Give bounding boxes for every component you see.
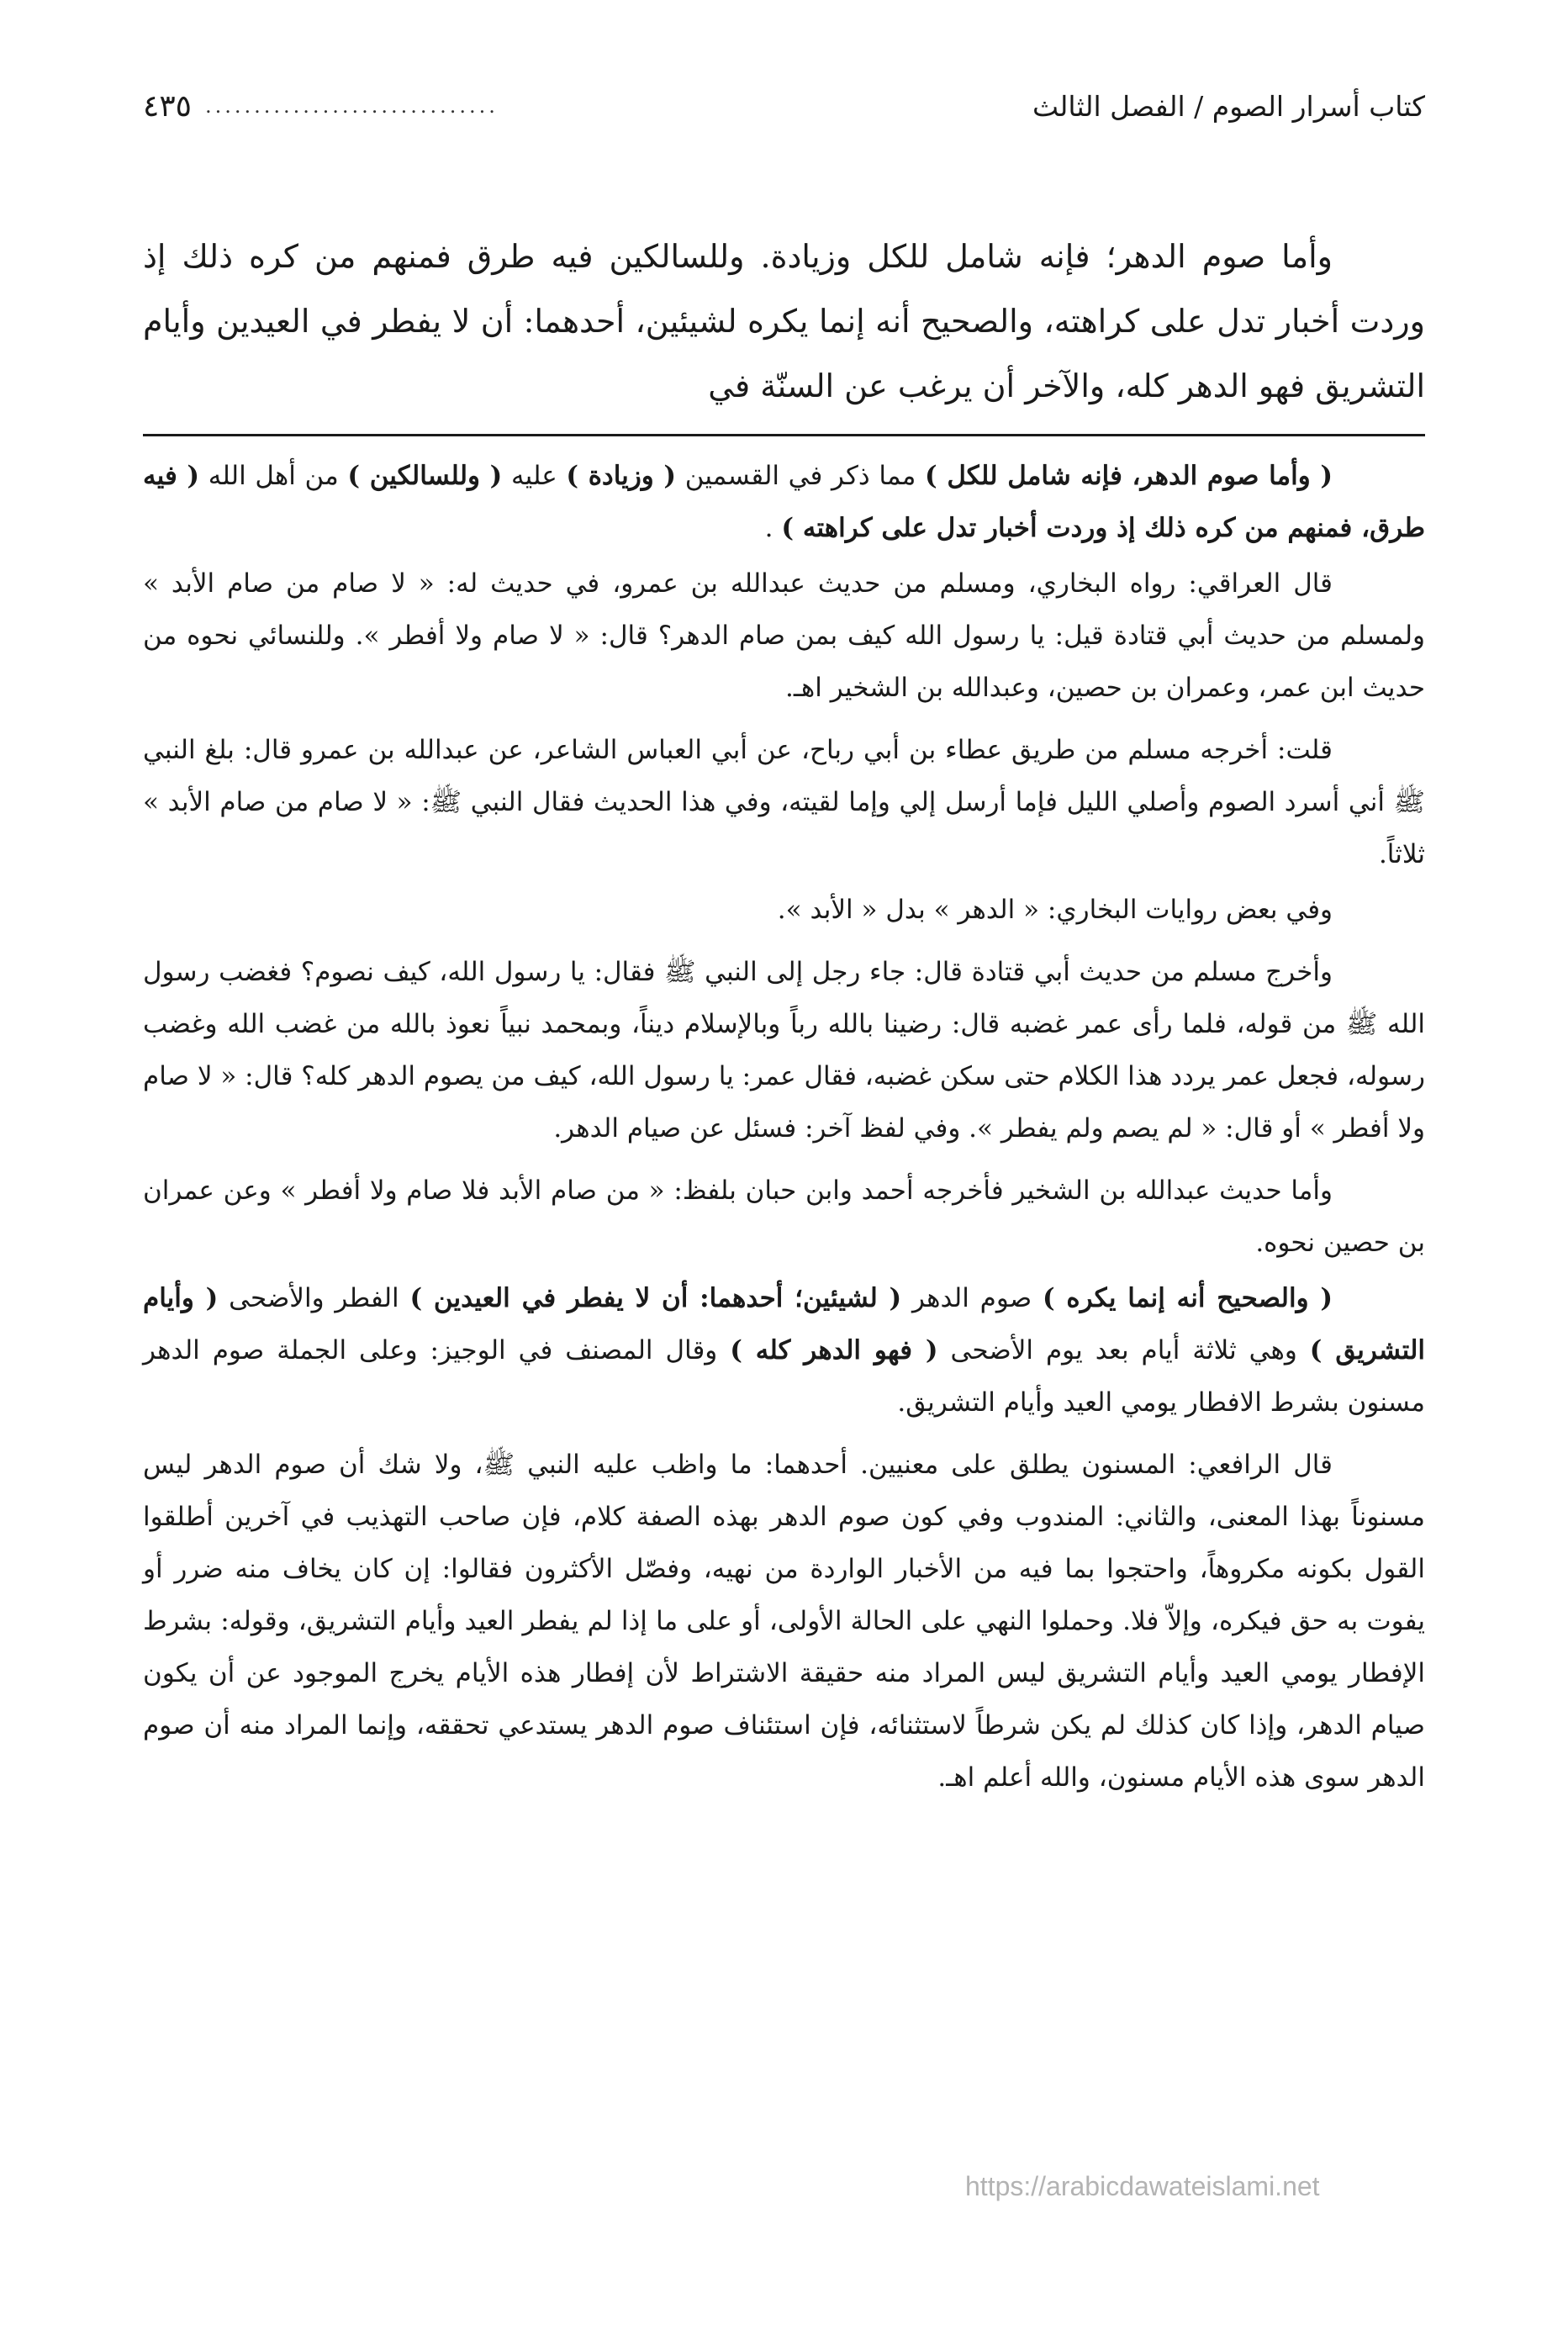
quoted-text: ( وأما صوم الدهر، فإنه شامل للكل ) (925, 461, 1333, 491)
header-leader-dots: .............................. (205, 94, 499, 118)
commentary-paragraph-2: قال العراقي: رواه البخاري، ومسلم من حديث عبدالله بن عمرو، في حديث له: « لا صام من صام الأبد » ولمسلم من حديث أبي قتادة قيل: يا رسول الله كيف بمن صام الدهر؟ قال: « لا صام ولا أفطر ». وللنسائي نحوه من حديث ابن عمر، وعمران بن حصين، وعبدالله بن الشخير اهـ. (143, 568, 1425, 703)
commentary-paragraph-3: قلت: أخرجه مسلم من طريق عطاء بن أبي رباح، عن أبي العباس الشاعر، عن عبدالله بن عمرو قال: بلغ النبي ﷺ أني أسرد الصوم وأصلي الليل فإما أرسل إلي وإما لقيته، وفي هذا الحديث فقال النبي ﷺ: « لا صام من صام الأبد » ثلاثاً. (143, 735, 1425, 869)
main-paragraph: وأما صوم الدهر؛ فإنه شامل للكل وزيادة. وللسالكين فيه طرق فمنهم من كره ذلك إذ وردت أخبار تدل على كراهته، والصحيح أنه إنما يكره لشيئين، أحدهما: أن لا يفطر في العيدين وأيام التشريق فهو الدهر كله، والآخر أن يرغب عن السنّة في (143, 238, 1425, 404)
commentary-paragraph-7 (143, 1272, 1425, 1429)
commentary-text: صوم الدهر (901, 1283, 1043, 1313)
divider-rule (143, 434, 1425, 436)
commentary-paragraph-4: وفي بعض روايات البخاري: « الدهر » بدل « الأبد ». (777, 895, 1333, 925)
quoted-text: ( لشيئين؛ أحدهما: أن لا يفطر في العيدين ) (409, 1283, 902, 1313)
commentary (143, 450, 1425, 1804)
commentary-text: وهي ثلاثة أيام بعد يوم الأضحى (937, 1335, 1310, 1366)
main-text (143, 225, 1425, 419)
commentary-paragraph-6: وأما حديث عبدالله بن الشخير فأخرجه أحمد وابن حبان بلفظ: « من صام الأبد فلا صام ولا أفطر » وعن عمران بن حصين نحوه. (143, 1175, 1425, 1258)
watermark-url: https://arabicdawateislami.net (965, 2171, 1320, 2201)
quoted-text: ( وزيادة ) (566, 461, 677, 491)
commentary-paragraph-5: وأخرج مسلم من حديث أبي قتادة قال: جاء رجل إلى النبي ﷺ فقال: يا رسول الله، كيف نصوم؟ فغضب رسول الله ﷺ من قوله، فلما رأى عمر غضبه قال: رضينا بالله رباً وبالإسلام ديناً، وبمحمد نبياً نعوذ بالله من غضب الله وغضب رسوله، فجعل عمر يردد هذا الكلام حتى سكن غضبه، فقال عمر: يا رسول الله، كيف من يصوم الدهر كله؟ قال: « لا صام ولا أفطر » أو قال: « لم يصم ولم يفطر ». وفي لفظ آخر: فسئل عن صيام الدهر. (143, 957, 1425, 1144)
page-number: ٤٣٥ (143, 88, 193, 124)
book-page (143, 80, 1425, 2266)
running-header (143, 80, 1425, 132)
commentary-text: عليه (502, 461, 567, 491)
commentary-text: مما ذكر في القسمين (676, 461, 926, 491)
quoted-text: ( وأيام التشريق ) (143, 1283, 1426, 1366)
quoted-text: ( والصحيح أنه إنما يكره ) (1043, 1283, 1333, 1313)
commentary-text: . (764, 513, 782, 543)
commentary-paragraph-8: قال الرافعي: المسنون يطلق على معنيين. أحدهما: ما واظب عليه النبي ﷺ، ولا شك أن صوم الدهر ليس مسنوناً بهذا المعنى، والثاني: المندوب وفي كون صوم الدهر بهذه الصفة كلام، فإن صاحب التهذيب في آخرين أطلقوا القول بكونه مكروهاً، واحتجوا بما فيه من الأخبار الواردة من نهيه، وفصّل الأكثرون فقالوا: إن كان يخاف منه ضرر أو يفوت به حق فيكره، وإلاّ فلا. وحملوا النهي على الحالة الأولى، أو على ما إذا لم يفطر العيد وأيام التشريق، وقوله: بشرط الإفطار يومي العيد وأيام التشريق ليس المراد منه حقيقة الاشتراط لأن إفطار هذه الأيام يخرج الموجود عن أن يكون صيام الدهر، وإذا كان كذلك لم يكن شرطاً لاستثنائه، فإن استئناف صوم الدهر يستدعي تحققه، وإنما المراد منه أن صوم الدهر سوى هذه الأيام مسنون، والله أعلم اهـ. (143, 1450, 1425, 1793)
commentary-text: من أهل الله (199, 461, 348, 491)
quoted-text: ( فهو الدهر كله ) (730, 1335, 938, 1366)
commentary-text: الفطر والأضحى (218, 1283, 410, 1313)
quoted-text: ( فيه طرق، فمنهم من كره ذلك إذ وردت أخبار تدل على كراهته ) (143, 461, 1425, 543)
quoted-text: ( وللسالكين ) (347, 461, 503, 491)
commentary-text: وقال المصنف في الوجيز: وعلى الجملة صوم الدهر مسنون بشرط الافطار يومي العيد وأيام التشريق. (143, 1335, 1425, 1418)
header-title: كتاب أسرار الصوم / الفصل الثالث (1032, 89, 1425, 123)
commentary-paragraph-1 (143, 450, 1425, 554)
